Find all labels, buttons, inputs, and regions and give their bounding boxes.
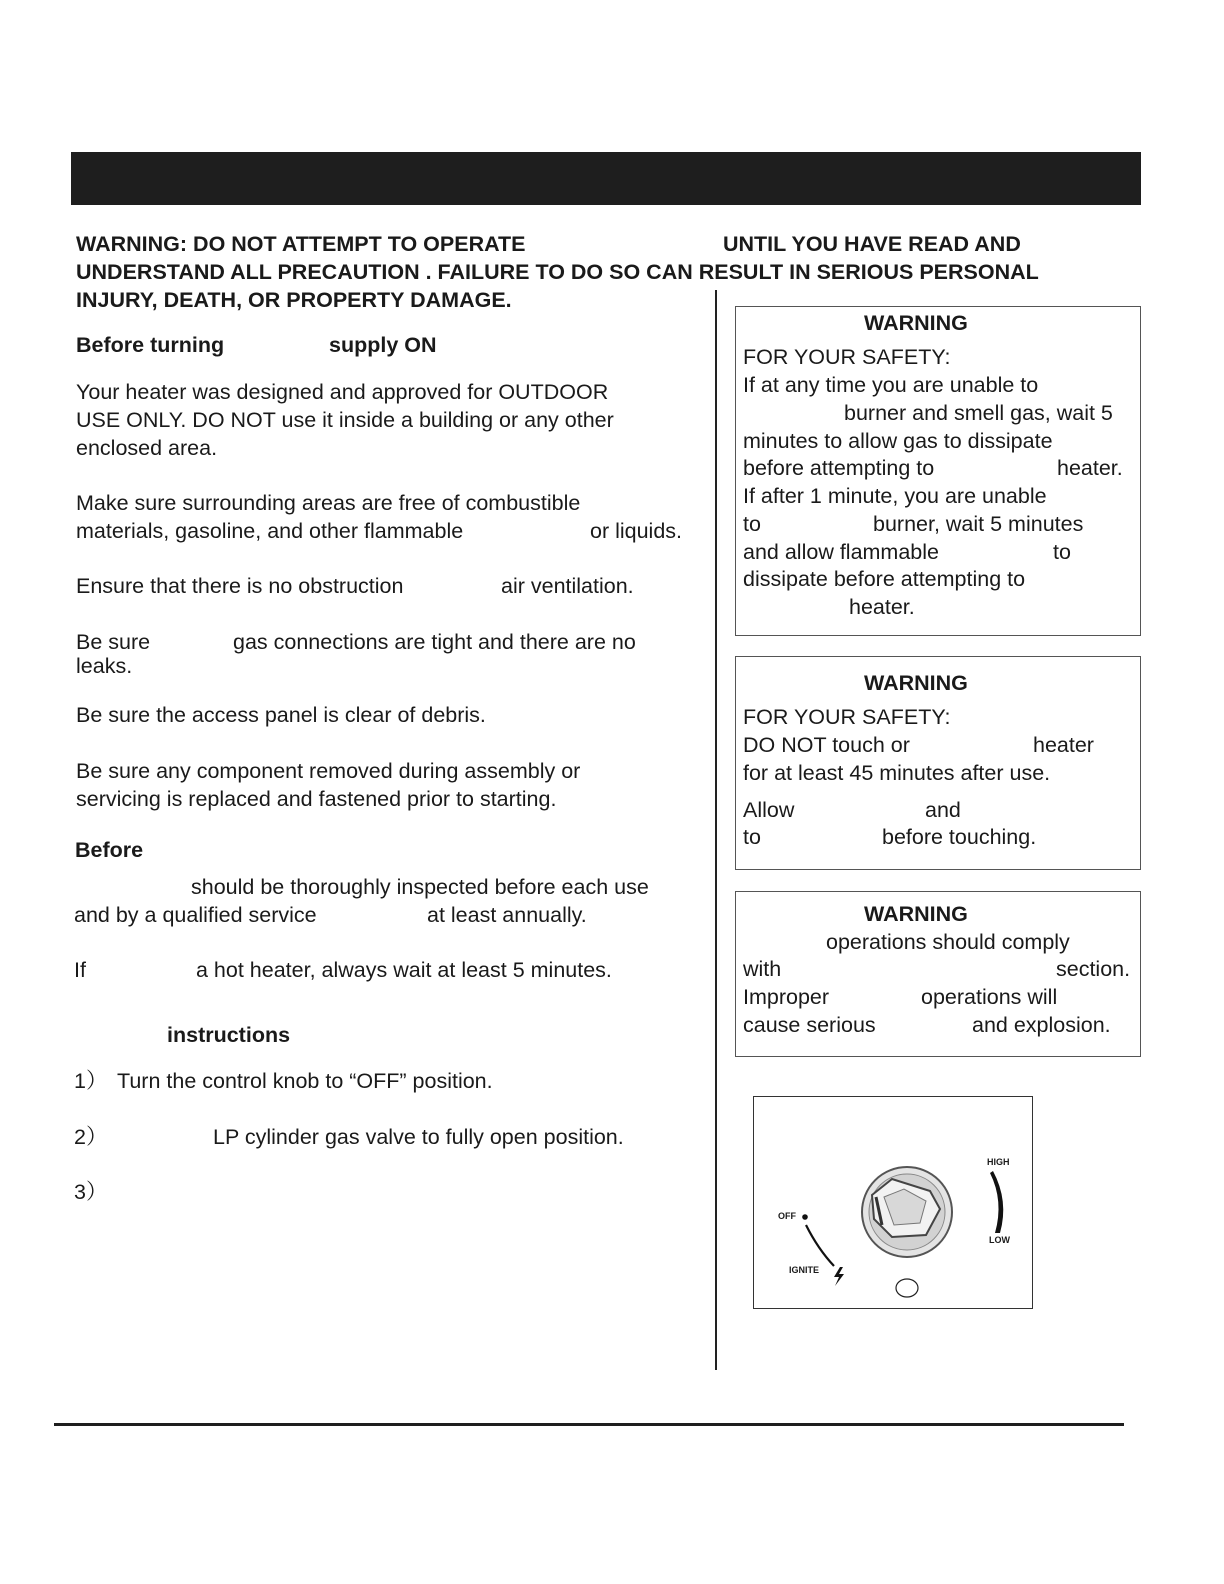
para1-line3: enclosed area. xyxy=(76,436,218,460)
before-line2a: and by a qualified service xyxy=(74,903,317,927)
wb2-l2b: heater xyxy=(1033,733,1094,757)
wb1-l1: FOR YOUR SAFETY: xyxy=(743,345,951,369)
para3-b: air ventilation. xyxy=(501,574,634,598)
wb3-l1: operations should comply xyxy=(826,930,1070,954)
wb1-l8a: and allow flammable xyxy=(743,540,939,564)
wb2-l5b: before touching. xyxy=(882,825,1037,849)
indicator-oval xyxy=(896,1279,918,1297)
main-warning-line2: UNDERSTAND ALL PRECAUTION . FAILURE TO DO SO CAN RESULT IN SERIOUS PERSONAL xyxy=(76,260,1039,284)
wb1-l5a: before attempting to xyxy=(743,456,935,480)
wb1-l3: burner and smell gas, wait 5 xyxy=(844,401,1113,425)
flame-level-wedge xyxy=(990,1171,1003,1233)
para4-b: gas connections are tight and there are no xyxy=(233,630,636,654)
wb3-l4a: cause serious xyxy=(743,1013,876,1037)
step1-text: Turn the control knob to “OFF” position. xyxy=(117,1069,493,1093)
before-if-b: a hot heater, always wait at least 5 minutes. xyxy=(196,958,612,982)
main-warning-line1b: UNTIL YOU HAVE READ AND xyxy=(723,232,1021,256)
warning-box-2-title: WARNING xyxy=(864,671,968,695)
knob-label-low: LOW xyxy=(989,1235,1010,1245)
spark-icon xyxy=(834,1267,844,1286)
warning-box-3 xyxy=(735,891,1141,1057)
wb1-l8b: to xyxy=(1053,540,1071,564)
knob-label-ignite: IGNITE xyxy=(789,1265,820,1275)
para1-line2: USE ONLY. DO NOT use it inside a building or any other xyxy=(76,408,614,432)
step2-text: LP cylinder gas valve to fully open position. xyxy=(213,1125,624,1149)
para3-a: Ensure that there is no obstruction xyxy=(76,574,404,598)
before-heading: Before xyxy=(75,838,144,862)
control-knob-diagram xyxy=(753,1096,1033,1309)
wb1-l6: If after 1 minute, you are unable xyxy=(743,484,1047,508)
para4-c: leaks. xyxy=(76,654,133,678)
wb3-l2b: section. xyxy=(1056,957,1131,981)
wb3-l4b: and explosion. xyxy=(972,1013,1111,1037)
wb2-l4a: Allow xyxy=(743,798,795,822)
off-ignite-arc xyxy=(806,1225,834,1266)
before-line1: should be thoroughly inspected before each use xyxy=(191,875,649,899)
wb3-l3a: Improper xyxy=(743,985,830,1009)
main-warning-line3: INJURY, DEATH, OR PROPERTY DAMAGE. xyxy=(76,288,512,312)
para1-line1: Your heater was designed and approved for OUTDOOR xyxy=(76,380,609,404)
para6-line2: servicing is replaced and fastened prior to starting. xyxy=(76,787,557,811)
para5: Be sure the access panel is clear of debris. xyxy=(76,703,486,727)
wb3-l3b: operations will xyxy=(921,985,1058,1009)
knob-illustration xyxy=(754,1097,1034,1310)
before-turning-heading-a: Before turning xyxy=(76,333,225,357)
step1-num: 1） xyxy=(74,1069,108,1093)
before-line2b: at least annually. xyxy=(427,903,587,927)
wb2-l4b: and xyxy=(925,798,961,822)
warning-box-1 xyxy=(735,306,1141,636)
before-turning-heading-b: supply ON xyxy=(329,333,437,357)
column-divider xyxy=(715,290,717,1370)
para4-a: Be sure xyxy=(76,630,151,654)
wb3-l2a: with xyxy=(743,957,782,981)
wb1-l9: dissipate before attempting to xyxy=(743,567,1026,591)
warning-box-2 xyxy=(735,656,1141,870)
instructions-heading: instructions xyxy=(167,1023,291,1047)
para2-line1: Make sure surrounding areas are free of combustible xyxy=(76,491,581,515)
warning-box-1-title: WARNING xyxy=(864,311,968,335)
para2-line2b: or liquids. xyxy=(590,519,683,543)
wb1-l7b: burner, wait 5 minutes xyxy=(873,512,1084,536)
wb2-l3: for at least 45 minutes after use. xyxy=(743,761,1051,785)
wb2-l1: FOR YOUR SAFETY: xyxy=(743,705,951,729)
control-knob-icon xyxy=(862,1167,952,1257)
knob-label-high: HIGH xyxy=(987,1157,1010,1167)
para6-line1: Be sure any component removed during assembly or xyxy=(76,759,581,783)
footer-rule xyxy=(54,1423,1124,1426)
wb2-l2a: DO NOT touch or xyxy=(743,733,910,757)
main-warning-line1a: WARNING: DO NOT ATTEMPT TO OPERATE xyxy=(76,232,526,256)
wb1-l4: minutes to allow gas to dissipate xyxy=(743,429,1053,453)
wb1-l2: If at any time you are unable to xyxy=(743,373,1039,397)
step3-num: 3） xyxy=(74,1180,108,1204)
wb1-l7a: to xyxy=(743,512,761,536)
wb1-l5b: heater. xyxy=(1057,456,1123,480)
wb1-l10: heater. xyxy=(849,595,915,619)
step2-num: 2） xyxy=(74,1125,108,1149)
off-dot xyxy=(802,1214,808,1220)
warning-box-3-title: WARNING xyxy=(864,902,968,926)
wb2-l5a: to xyxy=(743,825,761,849)
before-if-a: If xyxy=(74,958,86,982)
header-bar xyxy=(71,152,1141,205)
knob-label-off: OFF xyxy=(778,1211,796,1221)
para2-line2a: materials, gasoline, and other flammable xyxy=(76,519,464,543)
